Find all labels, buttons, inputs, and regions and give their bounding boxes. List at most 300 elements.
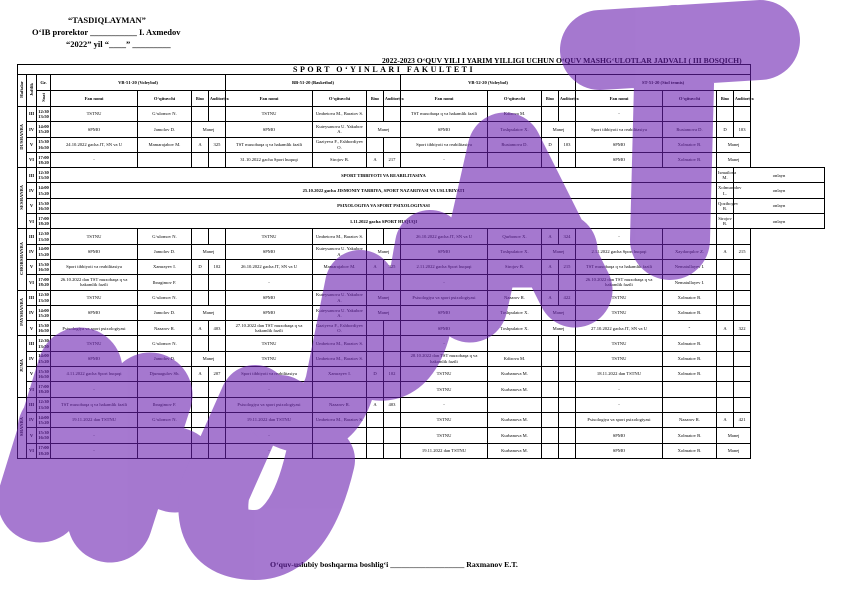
room-cell (559, 397, 576, 412)
room-cell (559, 412, 576, 427)
venue-cell: Manej (192, 351, 226, 366)
building-cell (542, 351, 559, 366)
building-cell (192, 107, 209, 122)
building-cell: A (192, 321, 209, 336)
faculty-row (18, 65, 825, 75)
room-cell (209, 382, 226, 397)
teacher-cell: Mamarajabov M. (138, 137, 192, 152)
group-header-row (18, 75, 825, 91)
room-cell (209, 275, 226, 290)
teacher-cell: Kdirova M. (488, 107, 542, 122)
slot-number: V (27, 321, 37, 336)
teacher-cell: Djumagulov Sh. (138, 367, 192, 382)
col-subject-header: Fan nomi (51, 91, 138, 107)
teacher-cell: Kurbanova M. (488, 382, 542, 397)
venue-cell: Manej (367, 290, 401, 305)
slot-row (18, 229, 825, 244)
subject-cell: - (576, 382, 663, 397)
room-cell (209, 152, 226, 167)
subject-cell: - (51, 443, 138, 458)
approval-block (32, 14, 181, 50)
teacher-cell: Kuteysanova U. Yakubov A. (313, 244, 367, 259)
col-building-header: Bino (717, 91, 734, 107)
subject-cell: TSTNU (401, 367, 488, 382)
slot-number: V (27, 259, 37, 274)
teacher-cell: Xolmatov B. (663, 443, 717, 458)
slot-number: IV (27, 305, 37, 320)
approval-heading: “TASDIQLAYMAN” (68, 15, 146, 25)
document-title: 2022-2023 O‘QUV YILI I YARIM YILLIGI UCHUN O‘QUV MASHG‘ULOTLAR JADVALI ( III BOSQICH) (382, 56, 742, 65)
subject-cell: 19.11.2022 dan TSTNU (401, 443, 488, 458)
subject-cell: TSTNU (401, 382, 488, 397)
day-cell (18, 107, 27, 168)
teacher-cell: Nematullayev I. (663, 275, 717, 290)
teacher-cell: Kurbanova M. (488, 412, 542, 427)
col-subject-header: Fan nomi (401, 91, 488, 107)
slot-time: 15:30 16:50 (37, 367, 51, 382)
room-cell: 102 (384, 367, 401, 382)
subject-cell: SPMO (576, 137, 663, 152)
building-cell (192, 397, 209, 412)
column-header-row (18, 91, 825, 107)
room-cell: 403 (209, 321, 226, 336)
subject-cell: SPMO (51, 122, 138, 137)
building-cell (717, 351, 734, 366)
building-cell (542, 107, 559, 122)
slot-row (18, 290, 825, 305)
slot-time: 12:30 13:50 (37, 290, 51, 305)
day-name: DUSHANBA (19, 123, 25, 150)
col-room-header: Auditoriya (559, 91, 576, 107)
room-cell: 324 (559, 229, 576, 244)
venue-cell: Manej (717, 443, 751, 458)
teacher-cell: Ibragimov F. (138, 275, 192, 290)
teacher-cell: Kurbanova M. (488, 367, 542, 382)
col-teacher-header: O‘qituvchi (313, 91, 367, 107)
slot-number: III (27, 168, 37, 183)
subject-cell: - (226, 275, 313, 290)
subject-cell: - (51, 382, 138, 397)
teacher-cell (663, 382, 717, 397)
teacher-cell (138, 152, 192, 167)
teacher-cell: Kdirova M. (488, 351, 542, 366)
building-cell (717, 397, 734, 412)
teacher-cell: Kuteysanova U. Yakubov A. (313, 305, 367, 320)
building-cell: A (542, 259, 559, 274)
day-cell (18, 397, 27, 458)
subject-cell: 26.10.2022 gacha JT, SN va U (401, 229, 488, 244)
subject-cell: - (401, 397, 488, 412)
building-cell (367, 382, 384, 397)
subject-cell: - (576, 397, 663, 412)
hafta-header (18, 75, 27, 107)
venue-cell: Manej (717, 137, 751, 152)
subject-cell: Sport tibbiyoti va reabilitasiya (226, 367, 313, 382)
building-cell (192, 443, 209, 458)
building-cell (192, 290, 209, 305)
subject-cell: - (226, 382, 313, 397)
subject-cell: 2.11.2022 gacha Sport huquqi (401, 259, 488, 274)
teacher-cell: Umbetova M., Baratov S. (313, 229, 367, 244)
teacher-cell: G‘ulomov N. (138, 229, 192, 244)
subject-cell: 26.10.2022 gacha JT, SN va U (226, 259, 313, 274)
approval-date: “2022” yil “____” _________ (66, 39, 171, 49)
teacher-cell: Kurbanova M. (488, 443, 542, 458)
day-name: PAYSHANBA (19, 298, 25, 327)
subject-cell: SPMO (226, 305, 313, 320)
slot-time: 17:00 18:20 (37, 382, 51, 397)
room-cell: 103 (559, 137, 576, 152)
slot-row (18, 412, 825, 427)
slot-number: III (27, 229, 37, 244)
teacher-cell: Sirojov B. (488, 259, 542, 274)
slot-time: 17:00 18:20 (37, 152, 51, 167)
room-cell (734, 259, 751, 274)
building-cell (542, 367, 559, 382)
subject-cell: TSTNU (51, 107, 138, 122)
room-cell (734, 229, 751, 244)
hafta-label: Haftalar (19, 81, 25, 99)
day-name: SHANBA (19, 417, 25, 437)
room-cell (559, 152, 576, 167)
slot-time: 15:30 16:50 (37, 137, 51, 152)
building-cell (192, 229, 209, 244)
subject-cell: TST muxobaqa q va hakamlik fazili (51, 397, 138, 412)
subject-cell: Sport tibbiyoti va reabilitasiya (401, 137, 488, 152)
col-teacher-header: O‘qituvchi (138, 91, 192, 107)
room-cell (559, 275, 576, 290)
room-cell: 403 (384, 397, 401, 412)
teacher-cell: Qurbonov X. (488, 229, 542, 244)
building-cell (192, 152, 209, 167)
juftlik-label: Juftlik (28, 83, 34, 97)
room-cell (734, 290, 751, 305)
teacher-cell: G‘ulomov N. (138, 412, 192, 427)
subject-cell: 28.10.2022 dan TST muxobaqa q va hakamlik fazili (401, 351, 488, 366)
slot-time: 12:30 13:50 (37, 397, 51, 412)
subject-cell: TSTNU (401, 412, 488, 427)
teacher-cell (313, 382, 367, 397)
subject-cell: TSTNU (226, 351, 313, 366)
building-cell: D (367, 367, 384, 382)
room-cell (559, 351, 576, 366)
slot-number: IV (27, 122, 37, 137)
teacher-cell: Xamrayev I. (138, 259, 192, 274)
col-teacher-header: O‘qituvchi (663, 91, 717, 107)
subject-cell: 19.11.2022 dan TSTNU (51, 412, 138, 427)
room-cell (384, 137, 401, 152)
slot-row (18, 107, 825, 122)
room-cell (384, 321, 401, 336)
room-cell (209, 412, 226, 427)
slot-number: VI (27, 443, 37, 458)
building-cell: A (192, 367, 209, 382)
group-name: VB-52-20 (Voleybol) (401, 75, 576, 91)
building-cell (542, 428, 559, 443)
teacher-cell: Xolmatov B. (663, 367, 717, 382)
subject-cell: - (576, 107, 663, 122)
subject-cell: 4.11.2022 gacha Sport huquqi (51, 367, 138, 382)
subject-cell: TSTNU (226, 107, 313, 122)
teacher-cell: Xolmatov B. (663, 290, 717, 305)
subject-cell: TSTNU (401, 428, 488, 443)
venue-cell: Manej (717, 428, 751, 443)
col-building-header: Bino (542, 91, 559, 107)
subject-cell: SPMO (576, 152, 663, 167)
subject-cell: SPMO (401, 321, 488, 336)
group-name: ST-51-20 (Stol tennis) (576, 75, 751, 91)
building-cell (192, 382, 209, 397)
building-cell: A (367, 152, 384, 167)
room-cell (559, 443, 576, 458)
slot-number: V (27, 367, 37, 382)
subject-cell: TSTNU (576, 351, 663, 366)
day-name: SESHANBA (19, 185, 25, 210)
room-cell (734, 336, 751, 351)
slot-row (18, 259, 825, 274)
building-cell (717, 229, 734, 244)
merged-lecture: 1.11.2022 gacha SPORT HUQUQI (51, 214, 717, 229)
building-cell (542, 336, 559, 351)
building-cell (192, 275, 209, 290)
day-name: JUMA (19, 359, 25, 373)
room-cell: 421 (734, 412, 751, 427)
subject-cell: TST muxobaqa q va hakamlik fazili (401, 107, 488, 122)
subject-cell: TSTNU (576, 336, 663, 351)
teacher-cell: Jamolov D. (138, 351, 192, 366)
venue-cell: Manej (192, 122, 226, 137)
slot-row (18, 382, 825, 397)
teacher-cell: Umbetova M., Baratov S. (313, 107, 367, 122)
slot-number: VI (27, 275, 37, 290)
day-name: CHORSHANBA (19, 242, 25, 276)
subject-cell: TSTNU (51, 336, 138, 351)
room-cell (384, 229, 401, 244)
slot-row (18, 275, 825, 290)
building-cell: A (367, 397, 384, 412)
building-cell (367, 351, 384, 366)
room-cell (559, 367, 576, 382)
teacher-cell: Xolmatov B. (663, 351, 717, 366)
subject-cell: - (576, 229, 663, 244)
subject-cell: SPMO (226, 244, 313, 259)
room-cell (384, 107, 401, 122)
subject-cell: - (51, 152, 138, 167)
building-cell (717, 336, 734, 351)
room-cell: 422 (559, 290, 576, 305)
slot-row (18, 397, 825, 412)
approval-signatory: O‘IB prorektor ___________ I. Axmedov (32, 27, 181, 37)
subject-cell: 18.11.2022 dan TSTNU (576, 367, 663, 382)
teacher-cell: G‘ulomov N. (138, 290, 192, 305)
slot-number: VI (27, 152, 37, 167)
building-cell (367, 229, 384, 244)
teacher-cell: Kuteysanova U. Yakubov A. (313, 290, 367, 305)
building-cell (542, 152, 559, 167)
slot-number: III (27, 336, 37, 351)
lecture-mode: onlayn (734, 198, 825, 213)
merged-lecture: PSIXOLOGIYA VA SPORT PSIXOLOGIYASI (51, 198, 717, 213)
teacher-cell: Sirojov B. (313, 152, 367, 167)
teacher-cell: Umbetova M., Baratov S. (313, 412, 367, 427)
day-cell (18, 336, 27, 397)
room-cell (209, 428, 226, 443)
subject-cell: SPMO (401, 122, 488, 137)
room-cell (559, 428, 576, 443)
slot-time: 14:00 15:20 (37, 244, 51, 259)
building-cell (717, 275, 734, 290)
slot-number: III (27, 107, 37, 122)
lecture-teacher: Qoziboyev B. (717, 198, 734, 213)
room-cell: 215 (734, 244, 751, 259)
subject-cell: TSTNU (226, 336, 313, 351)
teacher-cell: Gaziyeva F., Eshbordiyev O. (313, 321, 367, 336)
building-cell (367, 107, 384, 122)
venue-cell: Manej (542, 122, 576, 137)
room-cell (384, 443, 401, 458)
room-cell (559, 107, 576, 122)
day-cell (18, 168, 27, 229)
teacher-cell: Toshpulatov X. (488, 244, 542, 259)
building-cell (717, 367, 734, 382)
subject-cell: 27.10.2022 gacha JT, SN va U (576, 321, 663, 336)
room-cell (559, 382, 576, 397)
venue-cell: Manej (542, 305, 576, 320)
col-building-header: Bino (367, 91, 384, 107)
subject-cell: SPMO (51, 351, 138, 366)
building-cell (367, 428, 384, 443)
room-cell (734, 305, 751, 320)
room-cell (209, 336, 226, 351)
faculty-title: SPORT O‘YINLARI FAKULTETI (18, 65, 751, 75)
slot-time: 15:30 16:50 (37, 321, 51, 336)
teacher-cell: Xamrayev I. (313, 367, 367, 382)
subject-cell: - (51, 428, 138, 443)
slot-time: 14:00 15:20 (37, 351, 51, 366)
building-cell: A (542, 229, 559, 244)
slot-row (18, 351, 825, 366)
subject-cell: Psixologiya va sport psixologiyasi (226, 397, 313, 412)
subject-cell: TSTNU (51, 290, 138, 305)
slot-time: 12:30 13:50 (37, 168, 51, 183)
building-cell: A (717, 244, 734, 259)
building-cell (717, 305, 734, 320)
group-name: VB-51-20 (Voleybol) (51, 75, 226, 91)
teacher-cell (313, 443, 367, 458)
lecture-mode: onlayn (734, 214, 825, 229)
building-cell (367, 412, 384, 427)
room-cell (734, 275, 751, 290)
subject-cell: 2.11.2022 gacha Sport huquqi (576, 244, 663, 259)
subject-cell: TSTNU (576, 290, 663, 305)
col-room-header: Auditoriya (384, 91, 401, 107)
teacher-cell: Jamolov D. (138, 244, 192, 259)
slot-number: IV (27, 412, 37, 427)
subject-cell: SPMO (576, 428, 663, 443)
subject-cell: SPMO (576, 443, 663, 458)
venue-cell: Manej (192, 244, 226, 259)
teacher-cell: Xolmatov B. (663, 137, 717, 152)
slot-row (18, 122, 825, 137)
slot-time: 17:00 18:20 (37, 443, 51, 458)
col-room-header: Auditoriya (209, 91, 226, 107)
building-cell (542, 443, 559, 458)
venue-cell: Manej (542, 321, 576, 336)
subject-cell: SPMO (51, 244, 138, 259)
slot-row (18, 305, 825, 320)
building-cell (367, 137, 384, 152)
slot-time: 14:00 15:20 (37, 183, 51, 198)
slot-time: 15:30 16:50 (37, 198, 51, 213)
room-cell (384, 412, 401, 427)
subject-cell: TSTNU (576, 305, 663, 320)
building-cell: A (717, 412, 734, 427)
room-cell (734, 382, 751, 397)
lecture-teacher: Xolmurodov L. (717, 183, 734, 198)
room-cell: 102 (209, 259, 226, 274)
slot-row (18, 336, 825, 351)
teacher-cell: Xolmatov B. (663, 152, 717, 167)
teacher-cell (138, 382, 192, 397)
room-cell (209, 107, 226, 122)
subject-cell: 24.10.2022 gacha JT, SN va U (51, 137, 138, 152)
slot-number: III (27, 397, 37, 412)
subject-cell: SPMO (401, 305, 488, 320)
subject-cell: - (401, 152, 488, 167)
subject-cell: Psixologiya va sport psixologiyasi (576, 412, 663, 427)
room-cell: 103 (734, 122, 751, 137)
subject-cell: - (226, 428, 313, 443)
subject-cell: - (401, 275, 488, 290)
room-cell (384, 351, 401, 366)
room-cell (384, 428, 401, 443)
room-cell (384, 275, 401, 290)
teacher-cell: Jamolov D. (138, 305, 192, 320)
subject-cell: TST muxobaqa q va hakamlik fazili (226, 137, 313, 152)
lecture-teacher: Ismailova M. (717, 168, 734, 183)
slot-number: IV (27, 244, 37, 259)
room-cell (734, 107, 751, 122)
slot-row (18, 428, 825, 443)
building-cell: A (192, 137, 209, 152)
room-cell: 325 (384, 259, 401, 274)
teacher-cell: Umbetova M., Baratov S. (313, 351, 367, 366)
room-cell (734, 367, 751, 382)
building-cell: A (367, 259, 384, 274)
slot-row (18, 321, 825, 336)
venue-cell: Manej (367, 244, 401, 259)
teacher-cell (663, 107, 717, 122)
teacher-cell (313, 428, 367, 443)
teacher-cell (313, 275, 367, 290)
building-cell (367, 275, 384, 290)
subject-cell: 19.11.2022 dan TSTNU (226, 412, 313, 427)
slot-time: 14:00 15:20 (37, 122, 51, 137)
venue-cell: Manej (542, 244, 576, 259)
subject-cell: SPMO (226, 122, 313, 137)
slot-number: III (27, 290, 37, 305)
lecture-mode: onlayn (734, 168, 825, 183)
teacher-cell: Jamolov D. (138, 122, 192, 137)
col-subject-header: Fan nomi (576, 91, 663, 107)
teacher-cell: Toshpulatov X. (488, 321, 542, 336)
subject-cell: SPMO (51, 305, 138, 320)
building-cell (717, 382, 734, 397)
teacher-cell: Rustamova D. (663, 122, 717, 137)
subject-cell: TSTNU (226, 229, 313, 244)
room-cell (209, 229, 226, 244)
teacher-cell: Xolmatov B. (663, 305, 717, 320)
